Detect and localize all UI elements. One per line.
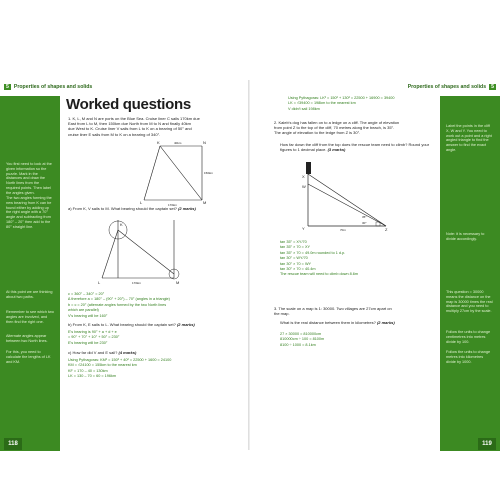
left-sidebar (0, 96, 60, 451)
right-note-3: This question = 30000 means the distance on the map is 30000 times the real distance and you need to multiply 27cm by the scale. (446, 290, 493, 314)
ans-line: tan 35° × 70 = XY (280, 245, 311, 250)
q3-line: the map. (274, 311, 290, 317)
q1b-marks: (2 marks) (176, 322, 195, 327)
line-km-diag (160, 146, 202, 200)
label-k: K (157, 140, 160, 145)
ans-line: which are parallel) (68, 308, 99, 313)
ans-line: c = 360° – 340° = 20° (68, 292, 105, 296)
ans-line: E's bearing is 90° + a + d + e (68, 330, 117, 334)
q2-line: 2. Kaleb's dog has fallen on to a ledge on a cliff. The angle of elevation (274, 120, 400, 125)
question-1b (68, 322, 244, 327)
diag2-label-k: K (120, 222, 123, 227)
path-lk (102, 230, 118, 278)
label-70m: 70m (340, 228, 346, 232)
diag2-label-m: M (176, 280, 180, 285)
path-km (118, 230, 174, 274)
answer-2 (280, 240, 430, 278)
left-section-number: 5 (6, 84, 9, 90)
right-note-4: Follow the units to change centimetres into metres divide by 100. (446, 330, 491, 344)
q1-line: 1. K, L, M and N are ports on the Blue Sea. Cruise liner C sails 170km due (68, 116, 200, 121)
left-note-4: Remember to see which two angles are involved, and then find the right one. (6, 310, 54, 324)
q3-marks: (2 marks) (376, 320, 395, 325)
question-1a (68, 206, 238, 211)
right-section-title: Properties of shapes and solids (407, 84, 487, 90)
answer-1c (68, 358, 244, 380)
ans-line: The rescue team will need to climb down 8.6m (280, 272, 359, 277)
diag2-label-l: L (98, 280, 101, 285)
right-section-strip (250, 82, 496, 92)
q1-line: East from L to M, then 150km due North from M to N and finally 40km (68, 121, 192, 127)
label-x: X (302, 174, 305, 179)
q2-line: The angle of elevation to the ledge from Z is 30°. (274, 130, 361, 136)
person-figure (306, 162, 311, 174)
q1-line: cruise liner E sails from M to K on a bearing of 340°. (68, 131, 161, 137)
ans-line: 8100 ÷ 1000 = 8.1km (280, 342, 316, 347)
right-page (250, 0, 500, 500)
ans-line: tan 35° = XY/70 (280, 240, 307, 244)
q2-question: How far down the cliff from the top does the rescue team need to climb? Round your figures to 1 decimal place. (280, 142, 430, 153)
cliff-diagram (290, 156, 390, 232)
sightline-top (308, 174, 386, 226)
q1a-marks: (2 marks) (178, 206, 196, 211)
left-note-3: At this point we are thinking about two paths. (6, 290, 53, 299)
left-section-title: Properties of shapes and solids (13, 84, 93, 90)
ans-line: V's bearing will be 160° (68, 313, 108, 318)
label-150: 150km (204, 171, 214, 175)
ans-line: b = c = 20° (alternate angles formed by the two North lines (68, 302, 167, 307)
question-1-intro (68, 116, 238, 137)
ans-line: KM = √24100 = 155km to the nearest km (68, 363, 137, 368)
ans-line: tan 35° × 70 = 49.0m rounded to 1 d.p. (280, 250, 346, 255)
answer-1b (68, 330, 244, 346)
bearing-diagram-v (96, 214, 192, 286)
ans-line: 810000cm ÷ 100 = 8100m (280, 337, 325, 342)
q1c-text: c) How far did V and E sail? (68, 350, 118, 355)
answer-1a (68, 292, 244, 319)
answer-3 (280, 332, 430, 348)
ports-diagram (140, 138, 220, 208)
right-note-1: Label the points in the cliff X, W and Y. You need to work out a point and a right angled triangle to find the answer to find the exact angle. (446, 124, 492, 152)
ans-line: Using Pythagoras: LK² = 150² + 130² = 22500 + 16900 = 39400 (288, 96, 395, 100)
q1-line: due West to K. Cruise liner V sails from L to K on a bearing of 50° and (68, 126, 192, 132)
ans-line: tan 30° × 70 = WY (280, 261, 312, 266)
question-1c (68, 350, 244, 355)
ans-line: E's bearing will be 230° (68, 340, 108, 345)
label-40: 40km (174, 141, 182, 145)
sightline-ledge (308, 184, 386, 226)
label-z: Z (385, 227, 388, 232)
left-note-2: The two angles forming the new bearing from K can be found either by adding up the right angle with a 70° angle and subtracting from 180° – 20° then add to the 80° straight line. (6, 196, 52, 229)
q2-line: from point Z to the top of the cliff, 70 metres along the beach, is 35°. (274, 125, 395, 131)
ans-line: V didn't sail 198km (288, 106, 320, 111)
q3-question: What is the real distance between them in kilometres? (280, 320, 376, 325)
label-l: L (140, 200, 143, 205)
ans-line: 27 × 30000 = 810000cm (280, 332, 322, 336)
ans-line: LK = √39400 = 198km to the nearest km (288, 101, 356, 106)
ans-line: LK = 130 – 70 = 60 = 196km (68, 374, 117, 379)
q1a-text: a) From K, V sails to M. What bearing should the captain set? (68, 206, 177, 211)
question-3-prompt (280, 320, 438, 325)
question-2-prompt (280, 142, 438, 152)
left-note-1: You first need to look at the given information so the puzzle. Mark in the distances and draw the North lines from the required points. Then label the angles given. (6, 162, 52, 195)
q1b-text: b) From K, E sails to L. What bearing should the captain set? (68, 322, 176, 327)
ans-line: ∆ therefore a = 180° – (90° + 20°) – 70° (angles in a triangle) (68, 297, 170, 302)
question-2 (274, 120, 438, 136)
label-170: 170km (168, 203, 178, 207)
line-lk (144, 146, 160, 200)
ans-line: tan 30° = WY/70 (280, 256, 308, 261)
label-35: 35° (362, 215, 367, 219)
ans-line: Using Pythagoras: KM² = 150² + 40² = 22500 + 1600 = 24100 (68, 358, 172, 362)
ans-line: KF = 170 – 40 = 130km (68, 368, 108, 373)
right-note-5: Follow the units to change metres into kilometres divide by 1000. (446, 350, 491, 364)
left-page-number: 118 (4, 438, 22, 450)
left-section-strip (4, 82, 250, 92)
page-heading: Worked questions (66, 96, 191, 113)
right-note-2: Note: it is necessary to divide accordingly. (446, 232, 485, 241)
ans-line: = 90° + 70° + 10° + 50° = 230° (68, 335, 120, 340)
right-page-number: 119 (478, 438, 496, 450)
q1c-marks: (4 marks) (118, 350, 137, 355)
label-30: 30° (362, 221, 367, 225)
label-w: W (302, 184, 306, 189)
q3-line: 3. The scale on a map is 1: 30000. Two villages are 27cm apart on (274, 306, 392, 311)
question-3 (274, 306, 438, 316)
q2-marks: (3 marks) (327, 147, 346, 153)
right-section-number: 5 (491, 84, 494, 90)
left-note-5: Alternate angles appear between two North lines. (6, 334, 48, 343)
label-y: Y (302, 226, 305, 231)
label-m: M (203, 200, 207, 205)
answer-1c-cont (288, 96, 438, 112)
diag2-label-170: 170km (132, 281, 142, 285)
left-note-6: For this, you need to calculate the lengths of LK and KM. (6, 350, 51, 364)
ans-line: tan 30° × 70 = 40.4m (280, 267, 316, 272)
label-n: N (203, 140, 206, 145)
